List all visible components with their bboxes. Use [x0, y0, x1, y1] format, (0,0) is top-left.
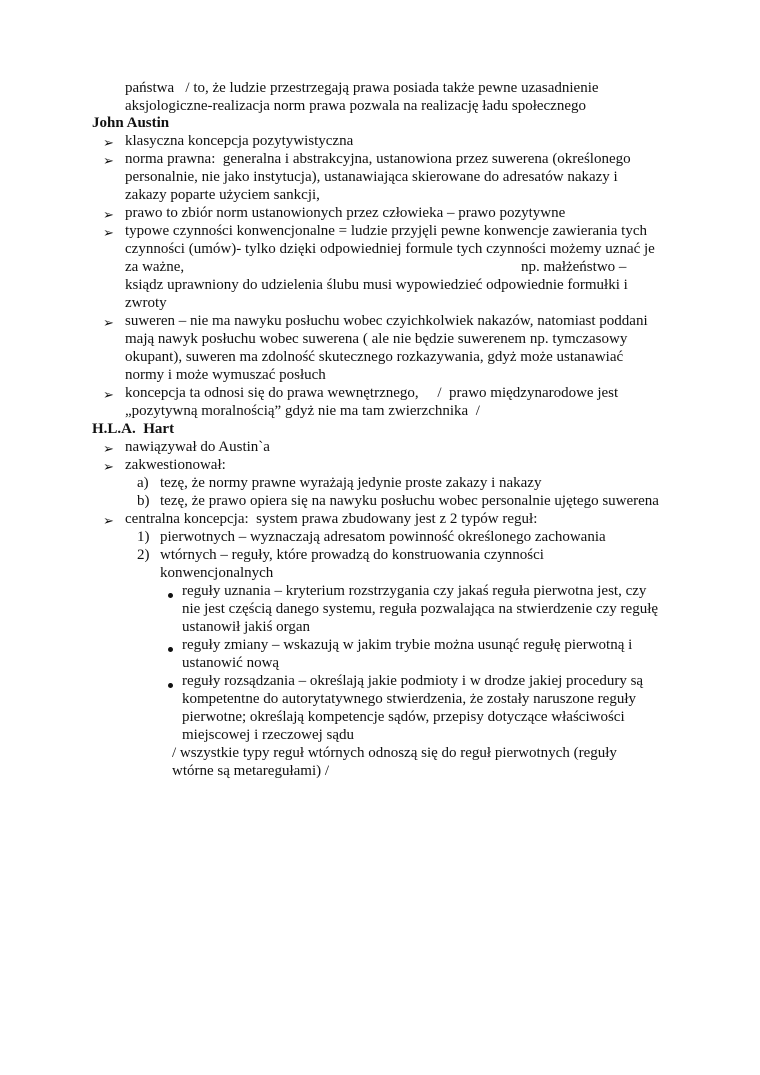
- numbered-list-item: pierwotnych – wyznaczają adresatom powinność określonego zachowania: [160, 529, 606, 545]
- section-heading: H.L.A. Hart: [92, 421, 175, 437]
- arrow-bullet-icon: ➢: [103, 153, 114, 168]
- text-line: konwencjonalnych: [160, 565, 274, 581]
- arrow-list-item: klasyczna koncepcja pozytywistyczna: [125, 133, 354, 149]
- section-heading: John Austin: [92, 115, 170, 131]
- arrow-bullet-icon: ➢: [103, 441, 114, 456]
- text-line: pierwotne; określają kompetencje sądów, przepisy dotyczące właściwości: [182, 709, 625, 725]
- text-line: mają nawyk posłuchu wobec suwerena ( ale nie będzie suwerenem np. tymczasowy: [125, 331, 628, 347]
- text-line: zwroty: [125, 295, 167, 311]
- text-line: aksjologiczne-realizacja norm prawa pozwala na realizację ładu społecznego: [125, 98, 587, 114]
- arrow-list-item: prawo to zbiór norm ustanowionych przez człowieka – prawo pozytywne: [125, 205, 566, 221]
- arrow-list-item: norma prawna: generalna i abstrakcyjna, ustanowiona przez suwerena (określonego: [125, 151, 631, 167]
- text-line: za ważne,: [125, 259, 185, 275]
- text-line: zakazy poparte użyciem sankcji,: [125, 187, 320, 203]
- arrow-bullet-icon: ➢: [103, 315, 114, 330]
- arrow-list-item: nawiązywał do Austin`a: [125, 439, 270, 455]
- text-line: kompetentne do autorytatywnego stwierdzenia, że zostały naruszone reguły: [182, 691, 637, 707]
- numbered-list-item: wtórnych – reguły, które prowadzą do konstruowania czynności: [160, 547, 544, 563]
- bullet-list-item: reguły rozsądzania – określają jakie podmioty i w drodze jakiej procedury są: [182, 673, 644, 689]
- text-line: państwa / to, że ludzie przestrzegają prawa posiada także pewne uzasadnienie: [125, 80, 599, 96]
- text-line: personalnie, nie jako instytucja), ustanawiająca skierowane do adresatów nakazy i: [125, 169, 618, 185]
- bullet-dot-icon: [168, 593, 173, 598]
- arrow-list-item: typowe czynności konwencjonalne = ludzie przyjęli pewne konwencje zawierania tych: [125, 223, 648, 239]
- list-marker: a): [137, 475, 149, 491]
- bullet-list-item: reguły uznania – kryterium rozstrzygania czy jakaś reguła pierwotna jest, czy: [182, 583, 647, 599]
- text-line: normy i może wymuszać posłuch: [125, 367, 326, 383]
- text-line: miejscowej i rzeczowej sądu: [182, 727, 355, 743]
- arrow-bullet-icon: ➢: [103, 135, 114, 150]
- arrow-bullet-icon: ➢: [103, 387, 114, 402]
- text-line: ustanowić nową: [182, 655, 280, 671]
- numbered-list-item: tezę, że normy prawne wyrażają jedynie proste zakazy i nakazy: [160, 475, 542, 491]
- arrow-list-item: koncepcja ta odnosi się do prawa wewnętrznego, / prawo międzynarodowe jest: [125, 385, 619, 401]
- list-marker: b): [137, 493, 150, 509]
- list-marker: 1): [137, 529, 150, 545]
- text-line-right-part: np. małżeństwo –: [521, 259, 627, 275]
- arrow-bullet-icon: ➢: [103, 225, 114, 240]
- text-line: / wszystkie typy reguł wtórnych odnoszą się do reguł pierwotnych (reguły: [172, 745, 617, 761]
- arrow-list-item: suweren – nie ma nawyku posłuchu wobec czyichkolwiek nakazów, natomiast poddani: [125, 313, 648, 329]
- text-line: okupant), suweren ma zdolność skutecznego rozkazywania, gdyż może ustanawiać: [125, 349, 624, 365]
- bullet-dot-icon: [168, 647, 173, 652]
- text-line: ustanowił jakiś organ: [182, 619, 311, 635]
- bullet-list-item: reguły zmiany – wskazują w jakim trybie można usunąć regułę pierwotną i: [182, 637, 633, 653]
- list-marker: 2): [137, 547, 150, 563]
- text-line: nie jest częścią danego systemu, reguła pozwalająca na stwierdzenie czy regułę: [182, 601, 659, 617]
- arrow-bullet-icon: ➢: [103, 207, 114, 222]
- arrow-list-item: centralna koncepcja: system prawa zbudowany jest z 2 typów reguł:: [125, 511, 538, 527]
- arrow-bullet-icon: ➢: [103, 513, 114, 528]
- bullet-dot-icon: [168, 683, 173, 688]
- text-line: czynności (umów)- tylko dzięki odpowiedniej formule tych czynności możemy uznać je: [125, 241, 655, 257]
- text-line: „pozytywną moralnością” gdyż nie ma tam zwierzchnika /: [125, 403, 480, 419]
- arrow-bullet-icon: ➢: [103, 459, 114, 474]
- arrow-list-item: zakwestionował:: [125, 457, 226, 473]
- text-line: ksiądz uprawniony do udzielenia ślubu musi wypowiedzieć odpowiednie formułki i: [125, 277, 628, 293]
- numbered-list-item: tezę, że prawo opiera się na nawyku posłuchu wobec personalnie ujętego suwerena: [160, 493, 659, 509]
- text-line: wtórne są metaregułami) /: [172, 763, 330, 779]
